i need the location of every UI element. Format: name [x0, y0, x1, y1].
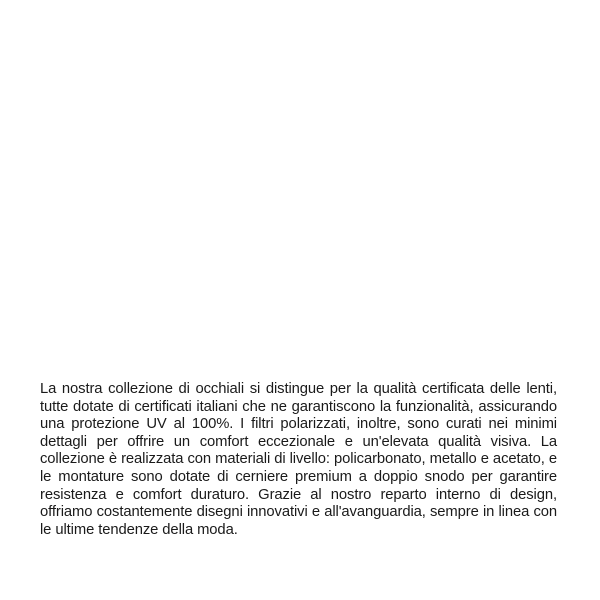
collection-description-paragraph: La nostra collezione di occhiali si distingue per la qualità certificata delle lenti, tutte dotate di certificati italiani che ne garantiscono la funzionalità, assicurando una protezione UV al 100%. I filtri polarizzati, inoltre, sono curati nei minimi dettagli per offrire un comfort eccezionale e un'elevata qualità visiva. La collezione è realizzata con materiali di livello: policarbonato, metallo e acetato, e le montature sono dotate di cerniere premium a doppio snodo per garantire resistenza e comfort duraturo. Grazie al nostro reparto interno di design, offriamo costantemente disegni innovativi e all'avanguardia, sempre in linea con le ultime tendenze della moda.	[40, 381, 557, 538]
